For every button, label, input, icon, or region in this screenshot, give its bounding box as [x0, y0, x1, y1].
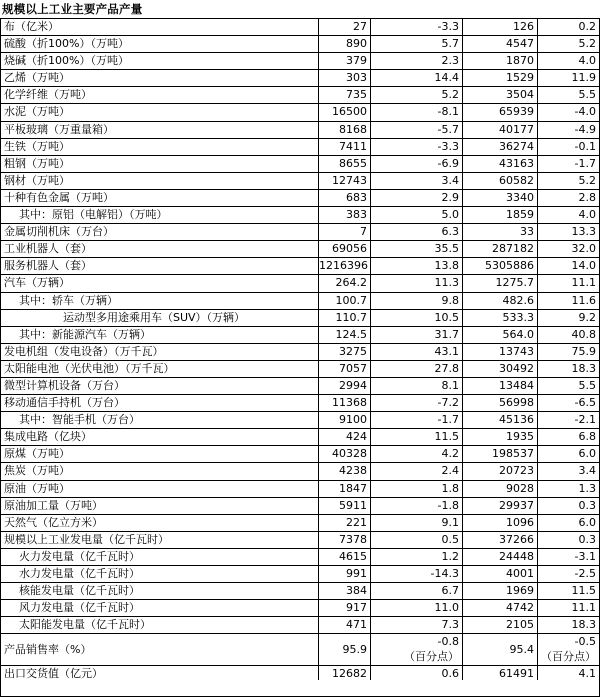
- month-growth: 11.5: [371, 429, 463, 445]
- ytd-growth: 75.9: [571, 344, 596, 358]
- month-output: 110.7: [319, 310, 371, 326]
- ytd-growth: -2.5: [574, 567, 596, 580]
- table-row: [1, 206, 599, 223]
- month-growth: 5.2: [371, 87, 463, 103]
- product-name: 产品销售率（%）: [1, 634, 319, 665]
- ytd-growth: 18.3: [571, 361, 596, 375]
- product-name: 焦炭（万吨）: [1, 463, 319, 479]
- ytd-growth: 18.3: [571, 618, 596, 632]
- month-growth: -1.8: [371, 498, 463, 514]
- month-growth: 13.8: [371, 258, 463, 274]
- ytd-growth: 11.5: [571, 584, 596, 598]
- product-name: 原煤（万吨）: [1, 446, 319, 462]
- ytd-growth: 4.0: [578, 54, 596, 68]
- ytd-output: 198537: [463, 446, 538, 462]
- month-output: 379: [319, 53, 371, 69]
- product-name: 金属切削机床（万台）: [1, 224, 319, 240]
- month-growth: [371, 634, 463, 665]
- month-output: 8168: [319, 122, 371, 138]
- ytd-growth: -4.0: [574, 105, 596, 119]
- ytd-growth: 40.8: [571, 327, 596, 341]
- ytd-growth: 11.9: [571, 71, 596, 85]
- table-row: [1, 18, 599, 35]
- ytd-output: 1870: [463, 53, 538, 69]
- table-row: [1, 52, 599, 69]
- month-output: 95.9: [319, 634, 371, 665]
- month-output: 8655: [319, 156, 371, 172]
- month-output: 100.7: [319, 293, 371, 309]
- ytd-output: 1935: [463, 429, 538, 445]
- product-name: 太阳能发电量（亿千瓦时）: [1, 617, 319, 633]
- ytd-growth: -6.5: [574, 396, 596, 410]
- table-row: [1, 121, 599, 138]
- ytd-output: 564.0: [463, 327, 538, 343]
- ytd-output: 482.6: [463, 293, 538, 309]
- table-row: [1, 531, 599, 548]
- table-row: [1, 155, 599, 172]
- month-output: 7378: [319, 532, 371, 548]
- ytd-growth: 4.0: [578, 208, 596, 222]
- ytd-growth: 5.2: [578, 37, 596, 51]
- table-row: [1, 462, 599, 479]
- table-row: [1, 103, 599, 120]
- table-row: [1, 616, 599, 633]
- product-name: 微型计算机设备（万台）: [1, 378, 319, 394]
- product-name: 移动通信手持机（万台）: [1, 395, 319, 411]
- table-row-export: [1, 665, 599, 680]
- month-output: 16500: [319, 104, 371, 120]
- ytd-output: 4001: [463, 566, 538, 582]
- ytd-output: 1529: [463, 70, 538, 86]
- ytd-growth: 11.1: [571, 601, 596, 615]
- month-growth: 10.5: [371, 310, 463, 326]
- ytd-output: 533.3: [463, 310, 538, 326]
- ytd-output: 24448: [463, 549, 538, 565]
- ytd-growth: 13.3: [571, 225, 596, 239]
- ytd-growth: 32.0: [571, 242, 596, 256]
- month-growth: 31.7: [371, 327, 463, 343]
- month-output: 383: [319, 207, 371, 223]
- ytd-growth: 2.8: [578, 190, 596, 204]
- ytd-output: 5305886: [463, 258, 538, 274]
- ytd-growth: 1.3: [578, 481, 596, 495]
- ytd-growth-unit: （百分点）: [541, 650, 596, 664]
- table-row: [1, 582, 599, 599]
- ytd-growth-value: -0.5: [574, 635, 596, 649]
- table-row: [1, 223, 599, 240]
- month-growth: -7.2: [371, 395, 463, 411]
- ytd-growth: 11.1: [571, 276, 596, 290]
- ytd-growth: 6.0: [578, 515, 596, 529]
- ytd-growth: 0.3: [578, 532, 596, 546]
- month-growth: 6.7: [371, 583, 463, 599]
- ytd-output: 4547: [463, 36, 538, 52]
- product-name: 其中：原铝（电解铝）（万吨）: [1, 207, 319, 223]
- month-growth: 4.2: [371, 446, 463, 462]
- product-name: 水泥（万吨）: [1, 104, 319, 120]
- table-row: [1, 309, 599, 326]
- month-growth: 9.1: [371, 515, 463, 531]
- product-name: 服务机器人（套）: [1, 258, 319, 274]
- month-growth: 27.8: [371, 361, 463, 377]
- ytd-output: 2105: [463, 617, 538, 633]
- ytd-output: 1859: [463, 207, 538, 223]
- product-name: 原油（万吨）: [1, 481, 319, 497]
- month-growth: 0.5: [371, 532, 463, 548]
- ytd-output: 3340: [463, 190, 538, 206]
- table-row: [1, 411, 599, 428]
- month-growth: 2.9: [371, 190, 463, 206]
- product-name: 原油加工量（万吨）: [1, 498, 319, 514]
- table-row: [1, 445, 599, 462]
- ytd-growth: 6.8: [578, 430, 596, 444]
- month-output: 9100: [319, 412, 371, 428]
- product-name: 运动型多用途乘用车（SUV）（万辆）: [1, 310, 319, 326]
- table-row: [1, 565, 599, 582]
- table-row-sales-rate: [1, 633, 599, 665]
- month-growth: -14.3: [371, 566, 463, 582]
- month-output: 12743: [319, 173, 371, 189]
- product-name: 平板玻璃（万重量箱）: [1, 122, 319, 138]
- table-title: 规模以上工业主要产品产量: [2, 2, 143, 16]
- ytd-output: 1969: [463, 583, 538, 599]
- table-row: [1, 274, 599, 291]
- table-row: [1, 394, 599, 411]
- month-growth: -6.9: [371, 156, 463, 172]
- month-output: 2994: [319, 378, 371, 394]
- product-name: 工业机器人（套）: [1, 241, 319, 257]
- month-growth: 14.4: [371, 70, 463, 86]
- month-growth: -3.3: [371, 139, 463, 155]
- product-name: 其中：轿车（万辆）: [1, 293, 319, 309]
- ytd-output: 36274: [463, 139, 538, 155]
- month-output: 11368: [319, 395, 371, 411]
- ytd-output: 33: [463, 224, 538, 240]
- product-name: 规模以上工业发电量（亿千瓦时）: [1, 532, 319, 548]
- month-output: 917: [319, 600, 371, 616]
- ytd-output: 30492: [463, 361, 538, 377]
- month-growth: 7.3: [371, 617, 463, 633]
- ytd-growth: 4.1: [578, 667, 596, 681]
- month-growth: 9.8: [371, 293, 463, 309]
- ytd-output: 61491: [463, 666, 538, 680]
- product-name: 火力发电量（亿千瓦时）: [1, 549, 319, 565]
- ytd-growth: 3.4: [578, 464, 596, 478]
- month-growth: -5.7: [371, 122, 463, 138]
- table-row: [1, 35, 599, 52]
- table-row: [1, 292, 599, 309]
- month-output: 303: [319, 70, 371, 86]
- ytd-output: 4742: [463, 600, 538, 616]
- product-name: 风力发电量（亿千瓦时）: [1, 600, 319, 616]
- ytd-output: 1275.7: [463, 275, 538, 291]
- ytd-output: 37266: [463, 532, 538, 548]
- month-growth: 11.0: [371, 600, 463, 616]
- table-row: [1, 548, 599, 565]
- table-row: [1, 240, 599, 257]
- month-growth: 0.6: [371, 666, 463, 680]
- product-name: 钢材（万吨）: [1, 173, 319, 189]
- table-row: [1, 599, 599, 616]
- ytd-output: 56998: [463, 395, 538, 411]
- product-name: 化学纤维（万吨）: [1, 87, 319, 103]
- table-row: [1, 480, 599, 497]
- month-output: 7: [319, 224, 371, 240]
- product-name: 其中：新能源汽车（万辆）: [1, 327, 319, 343]
- ytd-growth: 9.2: [578, 310, 596, 324]
- production-table: [0, 18, 600, 697]
- month-output: 27: [319, 19, 371, 35]
- table-row: [1, 138, 599, 155]
- month-output: 7411: [319, 139, 371, 155]
- table-row: [1, 514, 599, 531]
- month-output: 5911: [319, 498, 371, 514]
- product-name: 烧碱（折100%）（万吨）: [1, 53, 319, 69]
- month-growth: -3.3: [371, 19, 463, 35]
- month-growth: 5.7: [371, 36, 463, 52]
- product-name: 集成电路（亿块）: [1, 429, 319, 445]
- ytd-growth: -1.7: [574, 156, 596, 170]
- ytd-output: 1096: [463, 515, 538, 531]
- product-name: 太阳能电池（光伏电池）（万千瓦）: [1, 361, 319, 377]
- month-growth: 43.1: [371, 344, 463, 360]
- ytd-output: 43163: [463, 156, 538, 172]
- table-row: [1, 428, 599, 445]
- month-growth: 2.4: [371, 463, 463, 479]
- month-growth: 11.3: [371, 275, 463, 291]
- table-row: [1, 343, 599, 360]
- month-growth: 1.2: [371, 549, 463, 565]
- month-growth: 3.4: [371, 173, 463, 189]
- month-growth: 5.0: [371, 207, 463, 223]
- month-output: 683: [319, 190, 371, 206]
- ytd-output: 287182: [463, 241, 538, 257]
- product-name: 粗钢（万吨）: [1, 156, 319, 172]
- table-row: [1, 172, 599, 189]
- ytd-growth: 0.3: [578, 498, 596, 512]
- product-name: 其中：智能手机（万台）: [1, 412, 319, 428]
- ytd-growth: 5.5: [578, 88, 596, 102]
- product-name: 硫酸（折100%）（万吨）: [1, 36, 319, 52]
- product-name: 出口交货值（亿元）: [1, 666, 319, 680]
- month-output: 40328: [319, 446, 371, 462]
- product-name: 乙烯（万吨）: [1, 70, 319, 86]
- month-growth: -1.7: [371, 412, 463, 428]
- month-output: 424: [319, 429, 371, 445]
- ytd-output: 60582: [463, 173, 538, 189]
- table-row: [1, 86, 599, 103]
- month-output: 12682: [319, 666, 371, 680]
- month-output: 221: [319, 515, 371, 531]
- month-growth-unit: （百分点）: [404, 650, 459, 664]
- ytd-output: 3504: [463, 87, 538, 103]
- month-output: 1847: [319, 481, 371, 497]
- ytd-output: 29937: [463, 498, 538, 514]
- product-name: 发电机组（发电设备）（万千瓦）: [1, 344, 319, 360]
- table-row: [1, 69, 599, 86]
- month-output: 124.5: [319, 327, 371, 343]
- month-output: 7057: [319, 361, 371, 377]
- month-output: 471: [319, 617, 371, 633]
- ytd-output: 9028: [463, 481, 538, 497]
- ytd-output: 13743: [463, 344, 538, 360]
- table-row: [1, 257, 599, 274]
- month-output: 264.2: [319, 275, 371, 291]
- ytd-growth: 11.6: [571, 293, 596, 307]
- ytd-growth: 6.0: [578, 447, 596, 461]
- month-growth: 1.8: [371, 481, 463, 497]
- product-name: 汽车（万辆）: [1, 275, 319, 291]
- table-row: [1, 360, 599, 377]
- table-row: [1, 377, 599, 394]
- ytd-growth: -2.1: [574, 413, 596, 427]
- month-output: 384: [319, 583, 371, 599]
- table-row: [1, 497, 599, 514]
- product-name: 布（亿米）: [1, 19, 319, 35]
- ytd-growth: 14.0: [571, 259, 596, 273]
- product-name: 十种有色金属（万吨）: [1, 190, 319, 206]
- month-output: 4615: [319, 549, 371, 565]
- month-growth: 8.1: [371, 378, 463, 394]
- month-output: 4238: [319, 463, 371, 479]
- ytd-growth: 5.2: [578, 173, 596, 187]
- product-name: 天然气（亿立方米）: [1, 515, 319, 531]
- product-name: 生铁（万吨）: [1, 139, 319, 155]
- ytd-growth: 5.5: [578, 378, 596, 392]
- month-output: 3275: [319, 344, 371, 360]
- month-output: 890: [319, 36, 371, 52]
- month-output: 1216396: [319, 258, 371, 274]
- month-growth: 35.5: [371, 241, 463, 257]
- month-growth-value: -0.8: [437, 635, 459, 649]
- table-row: [1, 326, 599, 343]
- month-output: 991: [319, 566, 371, 582]
- product-name: 水力发电量（亿千瓦时）: [1, 566, 319, 582]
- ytd-growth: -3.1: [574, 549, 596, 563]
- ytd-output: 65939: [463, 104, 538, 120]
- ytd-output: 45136: [463, 412, 538, 428]
- ytd-output: 13484: [463, 378, 538, 394]
- month-growth: 2.3: [371, 53, 463, 69]
- ytd-output: 95.4: [463, 634, 538, 665]
- product-name: 核能发电量（亿千瓦时）: [1, 583, 319, 599]
- ytd-output: 126: [463, 19, 538, 35]
- month-output: 735: [319, 87, 371, 103]
- month-growth: 6.3: [371, 224, 463, 240]
- month-output: 69056: [319, 241, 371, 257]
- month-growth: -8.1: [371, 104, 463, 120]
- ytd-growth: -0.1: [574, 139, 596, 153]
- ytd-growth: -4.9: [574, 122, 596, 136]
- table-row: [1, 189, 599, 206]
- ytd-output: 20723: [463, 463, 538, 479]
- ytd-output: 40177: [463, 122, 538, 138]
- ytd-growth: 0.2: [578, 20, 596, 33]
- ytd-growth: [538, 634, 599, 665]
